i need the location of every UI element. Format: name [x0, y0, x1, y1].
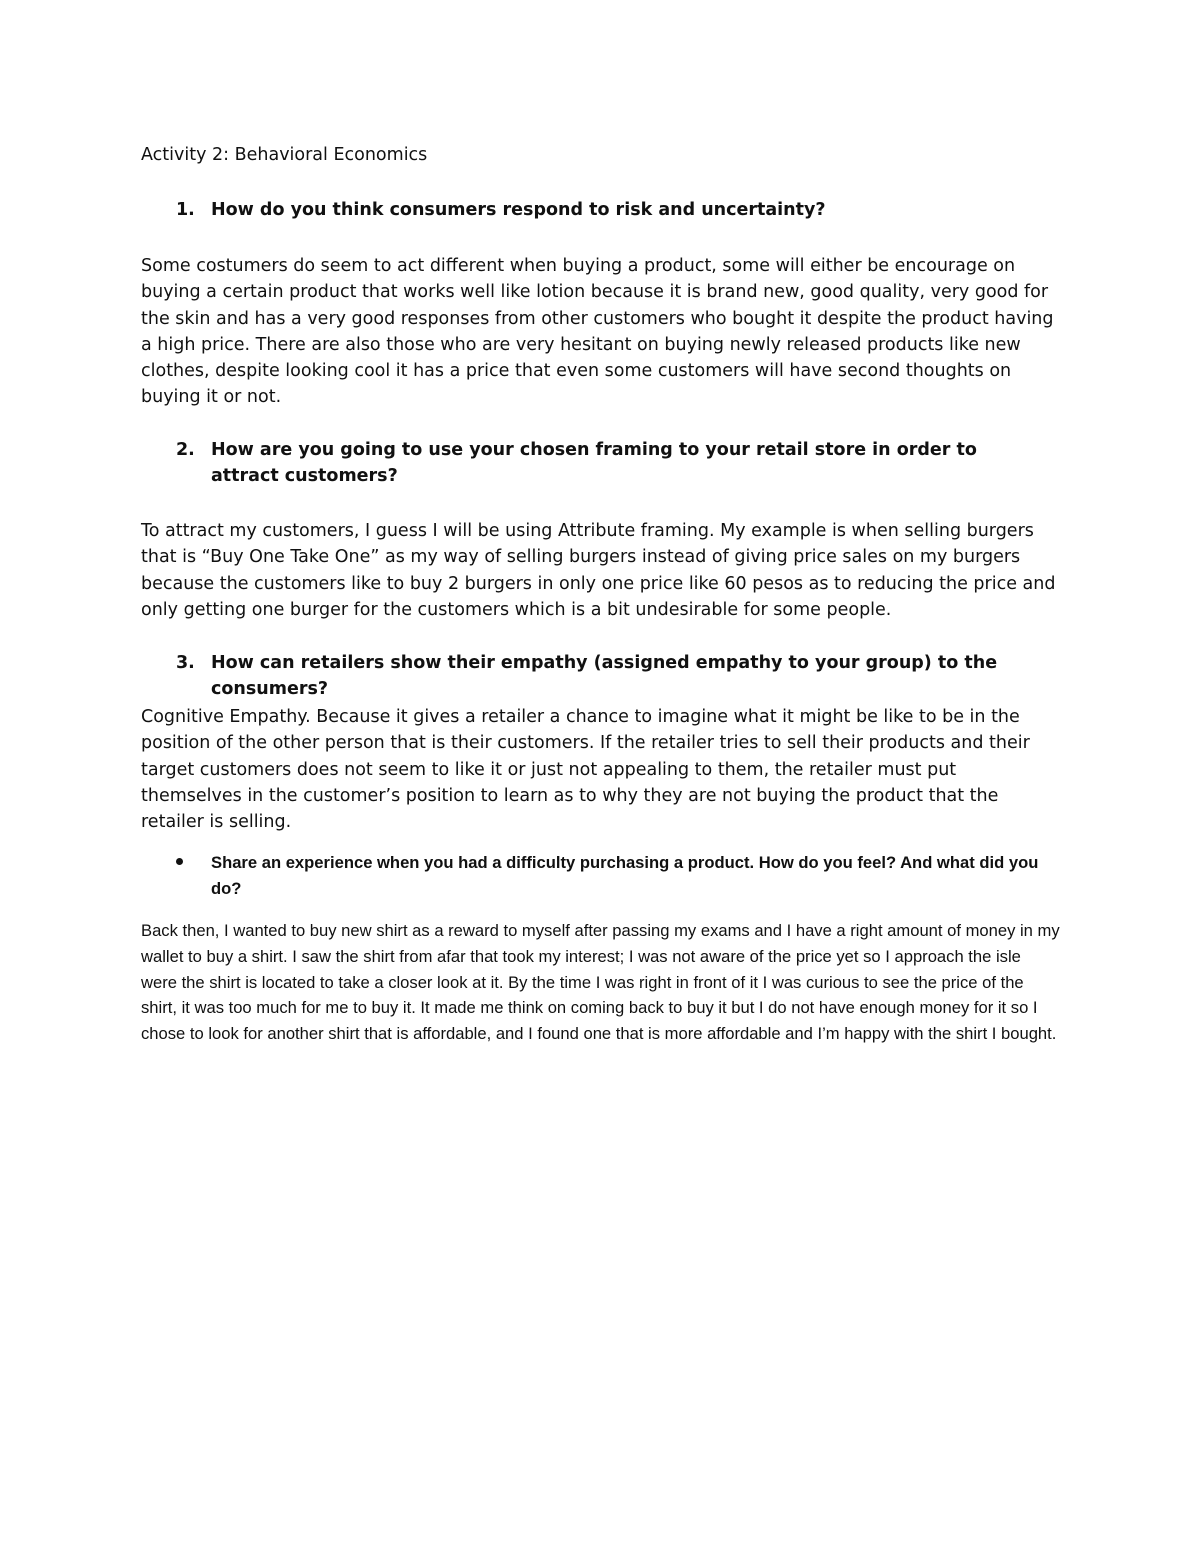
question-2-number: 2.: [176, 440, 195, 460]
bullet-icon: [175, 850, 211, 902]
question-2: [176, 437, 1046, 490]
bullet-question: [175, 850, 1045, 902]
bullet-question-text: Share an experience when you had a difficulty purchasing a product. How do you feel? And what did you do?: [211, 853, 1039, 898]
question-1-text: How do you think consumers respond to risk and uncertainty?: [211, 200, 826, 220]
document-title: Activity 2: Behavioral Economics: [141, 145, 428, 165]
question-3-text: How can retailers show their empathy (assigned empathy to your group) to the consumers?: [211, 653, 998, 700]
question-1: [176, 197, 1046, 223]
question-2-text: How are you going to use your chosen framing to your retail store in order to attract customers?: [211, 440, 977, 487]
answer-3: Cognitive Empathy. Because it gives a retailer a chance to imagine what it might be like to be in the position of the other person that is their customers. If the retailer tries to sell their products and their target customers does not seem to like it or just not appealing to them, the retailer must put themselves in the customer’s position to learn as to why they are not buying the product that the retailer is selling.: [141, 707, 1030, 833]
answer-1: Some costumers do seem to act different when buying a product, some will either be encourage on buying a certain product that works well like lotion because it is brand new, good quality, very good for the skin and has a very good responses from other customers who bought it despite the product having a high price. There are also those who are very hesitant on buying newly released products like new clothes, despite looking cool it has a price that even some customers will have second thoughts on buying it or not.: [141, 256, 1054, 408]
question-1-number: 1.: [176, 200, 195, 220]
bullet-answer: Back then, I wanted to buy new shirt as a reward to myself after passing my exams and I have a right amount of money in my wallet to buy a shirt. I saw the shirt from afar that took my interest; I was not aware of the price yet so I approach the isle were the shirt is located to take a closer look at it. By the time I was right in front of it I was curious to see the price of the shirt, it was too much for me to buy it. It made me think on coming back to buy it but I do not have enough money for it so I chose to look for another shirt that is affordable, and I found one that is more affordable and I’m happy with the shirt I bought.: [141, 921, 1060, 1044]
question-3: [176, 650, 1046, 703]
answer-2: To attract my customers, I guess I will be using Attribute framing. My example is when selling burgers that is “Buy One Take One” as my way of selling burgers instead of giving price sales on my burgers because the customers like to buy 2 burgers in only one price like 60 pesos as to reducing the price and only getting one burger for the customers which is a bit undesirable for some people.: [141, 521, 1056, 620]
question-3-number: 3.: [176, 653, 195, 673]
